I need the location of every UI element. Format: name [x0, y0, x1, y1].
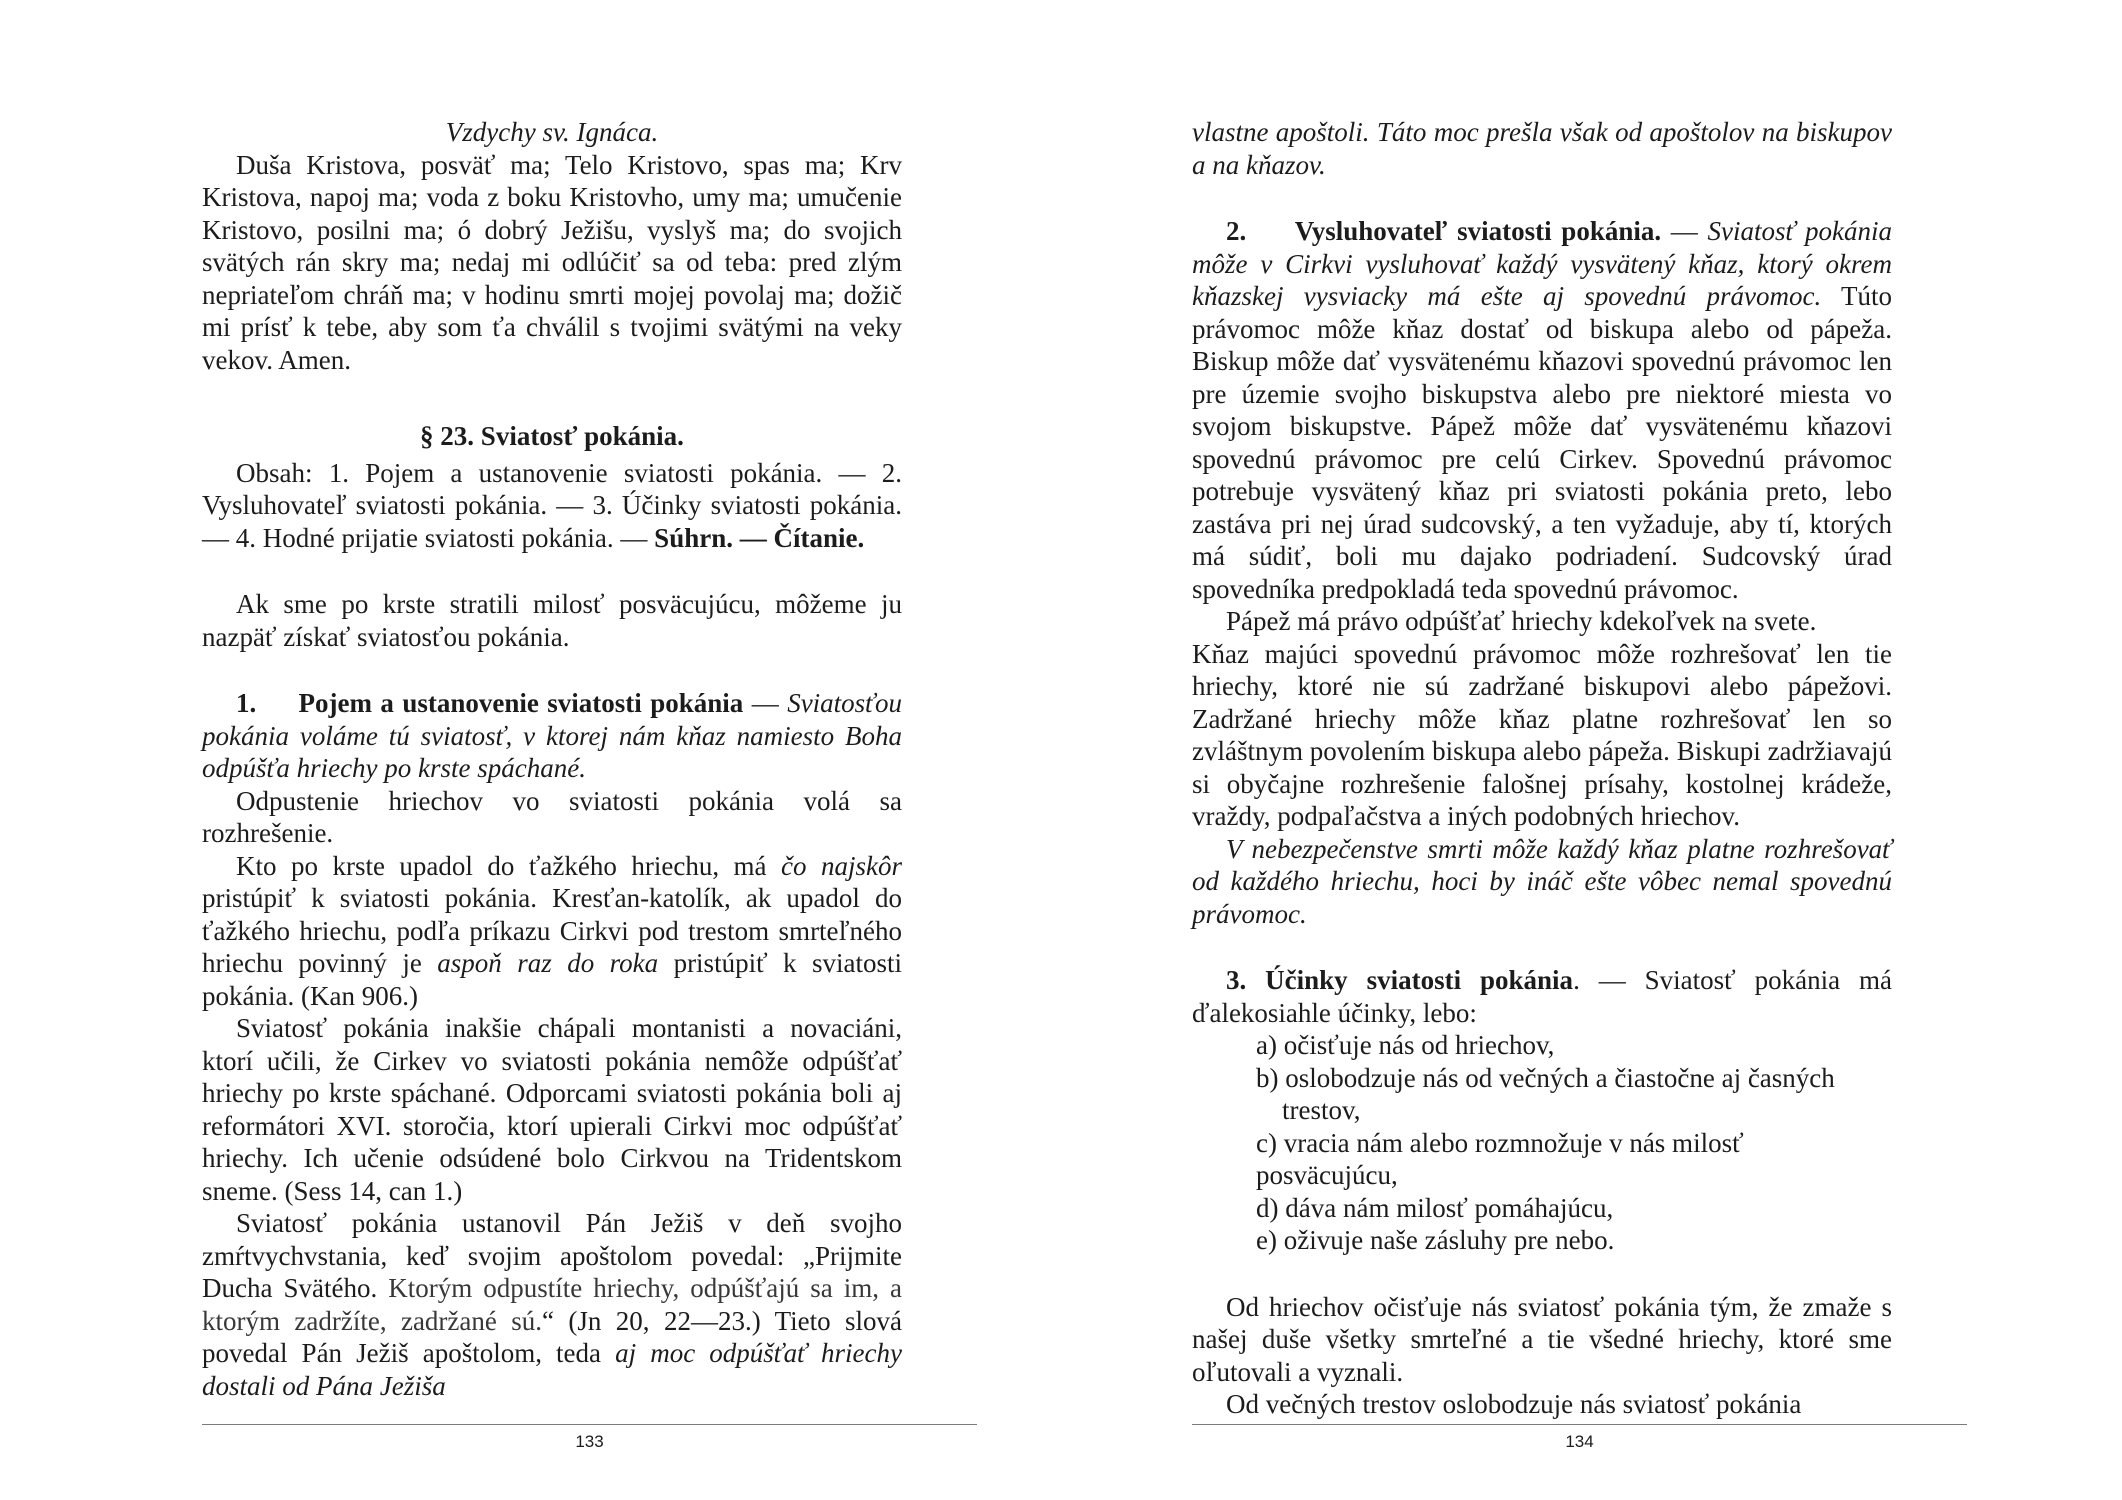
sec3-heading: 3. Účinky sviatosti pokánia [1226, 965, 1574, 995]
heresy-paragraph: Sviatosť pokánia inakšie chápali montanisti a novaciáni, ktorí učili, že Cirkev vo sviatosti pokánia nemôže odpúšťať hriechy po krste spáchané. Odporcami sviatosti pokánia boli aj reformátori XVI. storočia, ktorí upierali Cirkvi moc odpúšťať hriechy. Ich učenie odsúdené bolo Cirkvou na Tridentskom sneme. (Sess 14, can 1.) [202, 1013, 902, 1206]
page-number: 133 [575, 1432, 604, 1451]
sec2-definition: Sviatosť pokánia môže v Cirkvi vysluhovať každý vysvätený kňaz, ktorý okrem kňazskej vysviacky má ešte aj spovednú právomoc. [1192, 216, 1892, 311]
left-page-content [202, 116, 902, 1402]
sec1-heading: Pojem a ustanovenie sviatosti pokánia [298, 688, 744, 718]
institution-emph: aj moc odpúšťať hriechy dostali od Pána Ježiša [202, 1338, 902, 1401]
prayer-text: Duša Kristova, posväť ma; Telo Kristovo, spas ma; Krv Kristova, napoj ma; voda z boku Kristovho, umy ma; umučenie Kristovo, posilni ma; ó dobrý Ježišu, vyslyš ma; do svojich svätých rán skry ma; nedaj mi odlúčiť sa od teba: pred zlým nepriateľom chráň ma; v hodinu smrti mojej povolaj ma; dožič mi prísť k tebe, aby som ťa chválil s tvojimi svätými na veky vekov. Amen. [202, 149, 902, 375]
pope-paragraph: Pápež má právo odpúšťať hriechy kdekoľvek na svete. [1226, 606, 1817, 636]
prayer-title: Vzdychy sv. Ignáca. [445, 117, 659, 147]
sec2-paragraph [1192, 215, 1892, 605]
institution-paragraph [202, 1207, 902, 1402]
sec3-paragraph [1192, 964, 1892, 1029]
sec1-paragraph [202, 687, 902, 785]
obligation-text-b: pristúpiť k sviatosti pokánia. Kresťan-katolík, ak upadol do ťažkého hriechu, podľa príkazu Cirkvi pod trestom smrteľného hriechu povinný je [202, 883, 902, 978]
page-number: 134 [1565, 1432, 1594, 1451]
obligation-emph-a: čo najskôr [781, 850, 902, 881]
gospel-quote: Ktorým odpustíte hriechy, odpúšťajú sa im, a ktorým zadržíte, zadržané sú. [202, 1273, 903, 1336]
sec2-body: Túto právomoc môže kňaz dostať od biskupa alebo od pápeža. Biskup môže dať vysvätenému kňazovi spovednú právomoc len pre územie svojho biskupstva alebo pre niektoré miesta vo svojom biskupstve. Pápež môže dať vysvätenému kňazovi spovednú právomoc pre celú Cirkev. Spovednú právomoc potrebuje vysvätený kňaz pri sviatosti pokánia preto, lebo zastáva pri nej úrad sudcovský, a ten vyžaduje, aby tí, ktorých má súdiť, boli mu dajako podriadení. Sudcovský úrad spovedníka predpokladá teda spovednú právomoc. [1192, 281, 1892, 604]
institution-text-b: “ (Jn 20, 22—23.) Tieto slová povedal Pán Ježiš apoštolom, teda [202, 1305, 903, 1368]
effects-list [1256, 1029, 1892, 1257]
intro-paragraph: Ak sme po krste stratili milosť posväcujúcu, môžeme ju nazpäť získať sviatosťou pokánia. [202, 589, 902, 652]
sec2-heading: Vysluhovateľ sviatosti pokánia. [1294, 216, 1662, 246]
effect-item: b) oslobodzuje nás od večných a čiastočne aj časných trestov, [1256, 1062, 1835, 1125]
danger-of-death-paragraph: V nebezpečenstve smrti môže každý kňaz platne rozhrešovať od každého hriechu, hoci by ináč ešte vôbec nemal spovednú právomoc. [1192, 833, 1892, 929]
sec3-intro: . — Sviatosť pokánia má ďalekosiahle účinky, lebo: [1192, 965, 1892, 1028]
obligation-text-c: pristúpiť k sviatosti pokánia. (Kan 906.) [202, 948, 902, 1011]
cleansing-paragraph: Od hriechov očisťuje nás sviatosť pokánia tým, že zmaže s našej duše všetky smrteľné a tie všedné hriechy, ktoré sme oľutovali a vyznali. [1192, 1291, 1892, 1387]
footer-divider [202, 1424, 977, 1425]
sec2-dash: — [1661, 216, 1708, 246]
contents-paragraph [202, 457, 902, 555]
reserved-sins-paragraph: Kňaz majúci spovednú právomoc môže rozhrešovať len tie hriechy, ktoré nie sú zadržané biskupovi alebo pápežovi. Zadržané hriechy môže kňaz platne rozhrešovať len so zvláštnym povolením biskupa alebo pápeža. Biskupi zadržiavajú si obyčajne rozhrešenie falošnej prísahy, kostolnej krádeže, vraždy, podpaľačstva a iných podobných hriechov. [1192, 638, 1892, 831]
effect-item: e) oživuje naše zásluhy pre nebo. [1256, 1225, 1615, 1255]
footer-divider [1192, 1424, 1967, 1425]
sec1-dash: — [743, 688, 788, 718]
obligation-paragraph [202, 850, 902, 1013]
sec1-definition: Sviatosťou pokánia voláme tú sviatosť, v ktorej nám kňaz namiesto Boha odpúšťa hriechy po krste spáchané. [202, 688, 903, 783]
eternal-punishment-paragraph: Od večných trestov oslobodzuje nás sviatosť pokánia [1226, 1389, 1802, 1419]
sec1-number: 1. [236, 688, 257, 718]
effect-item: d) dáva nám milosť pomáhajúcu, [1256, 1192, 1614, 1223]
continuation-paragraph: vlastne apoštoli. Táto moc prešla však od apoštolov na biskupov a na kňazov. [1192, 117, 1892, 180]
sec2-number: 2. [1226, 216, 1247, 246]
absolution-paragraph: Odpustenie hriechov vo sviatosti pokánia volá sa rozhrešenie. [202, 785, 902, 848]
right-page [1152, 0, 1932, 1500]
contents-text: Obsah: 1. Pojem a ustanovenie sviatosti pokánia. — 2. Vysluhovateľ sviatosti pokánia. — 3. Účinky sviatosti pokánia. — 4. Hodné prijatie sviatosti pokánia. — [202, 457, 902, 553]
obligation-emph-b: aspoň raz do roka [437, 948, 659, 978]
obligation-text-a: Kto po krste upadol do ťažkého hriechu, má [236, 850, 782, 881]
institution-text-a: Sviatosť pokánia ustanovil Pán Ježiš v deň svojho zmŕtvychvstania, keď svojim apoštolom povedal: „Prijmite Ducha Svätého. [202, 1208, 902, 1303]
section-heading: § 23. Sviatosť pokánia. [420, 421, 684, 451]
right-page-content [1192, 116, 1892, 1421]
effect-item: c) vracia nám alebo rozmnožuje v nás milosť posväcujúcu, [1256, 1127, 1744, 1190]
contents-bold: Súhrn. — Čítanie. [654, 522, 865, 553]
effect-item: a) očisťuje nás od hriechov, [1256, 1030, 1555, 1060]
left-page [162, 0, 942, 1500]
